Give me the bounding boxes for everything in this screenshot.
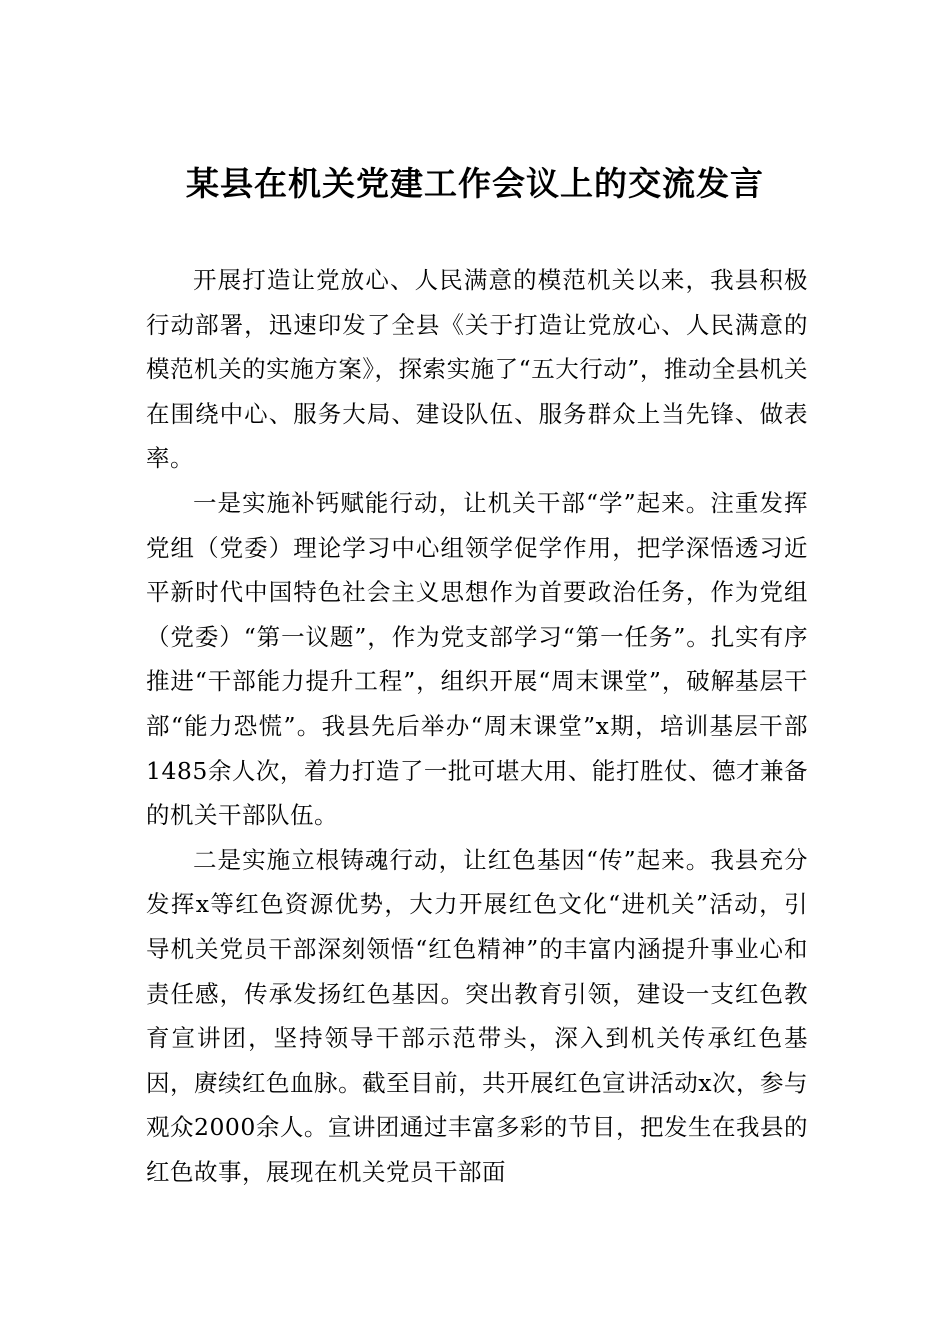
- paragraph-action-one: [146, 481, 808, 838]
- paragraph-lead: 二是实施立根铸魂行动，让红色基因“传”起来。: [193, 845, 711, 874]
- paragraph-intro: [146, 258, 808, 481]
- document-title: 某县在机关党建工作会议上的交流发言: [186, 164, 764, 203]
- paragraph-text: 开展打造让党放心、人民满意的模范机关以来，我县积极行动部署，迅速印发了全县《关于打造让党放心、人民满意的模范机关的实施方案》，探索实施了“五大行动”，推动全县机关在围绕中心、服务大局、建设队伍、服务群众上当先锋、做表率。: [146, 266, 808, 473]
- paragraph-text: 注重发挥党组（党委）理论学习中心组领学促学作用，把学深悟透习近平新时代中国特色社会主义思想作为首要政治任务，作为党组（党委）“第一议题”，作为党支部学习“第一任务”。扎实有序推进“干部能力提升工程”，组织开展“周末课堂”，破解基层干部“能力恐慌”。我县先后举办“周末课堂”x期，培训基层干部1485余人次，着力打造了一批可堪大用、能打胜仗、德才兼备的机关干部队伍。: [146, 488, 809, 830]
- paragraph-text: 我县充分发挥x等红色资源优势，大力开展红色文化“进机关”活动，引导机关党员干部深刻领悟“红色精神”的丰富内涵提升事业心和责任感，传承发扬红色基因。突出教育引领，建设一支红色教育宣讲团，坚持领导干部示范带头，深入到机关传承红色基因，赓续红色血脉。截至目前，共开展红色宣讲活动x次，参与观众2000余人。宣讲团通过丰富多彩的节目，把发生在我县的红色故事，展现在机关党员干部面: [146, 845, 809, 1186]
- paragraph-lead: 一是实施补钙赋能行动，让机关干部“学”起来。: [193, 488, 711, 517]
- document-body: [146, 258, 808, 1194]
- paragraph-action-two: [146, 838, 808, 1195]
